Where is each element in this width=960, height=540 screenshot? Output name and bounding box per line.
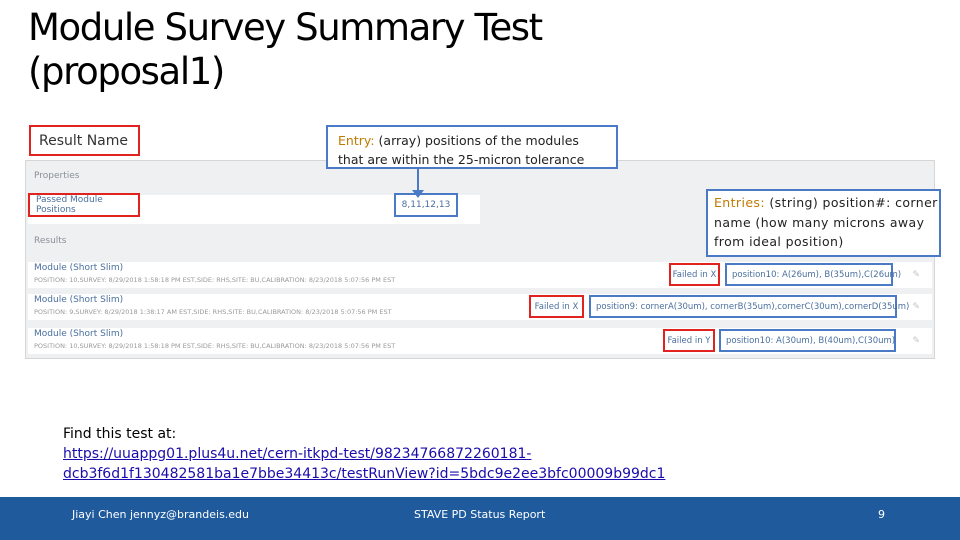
result-positions: position10: A(30um), B(40um),C(30um) [719,329,896,352]
property-row [28,195,480,224]
result-row[interactable] [28,328,932,354]
entries-keyword: Entries: [714,195,765,210]
entries-callout-line1 [714,193,939,213]
edit-pencil-icon[interactable]: ✎ [912,270,920,280]
result-row[interactable] [28,262,932,288]
entry-callout-line1 [338,131,616,150]
result-name-callout: Result Name [29,125,140,156]
edit-pencil-icon[interactable]: ✎ [912,302,920,312]
result-positions: position9: cornerA(30um), cornerB(35um),cornerC(30um),cornerD(35um) [589,295,897,318]
footer-bar [0,497,960,540]
result-meta: POSITION: 10,SURVEY: 8/29/2018 1:58:18 PM EST,SIDE: RHS,SITE: BU,CALIBRATION: 8/23/2018 5:07:56 PM EST [34,276,396,284]
result-status: Failed in Y [663,329,715,352]
passed-positions-label: Passed Module Positions [28,193,140,217]
test-link-line1[interactable]: https://uuappg01.plus4u.net/cern-itkpd-test/98234766872260181- [63,446,532,462]
entries-desc: (string) position#: corner [764,195,938,210]
slide-title [28,6,728,94]
result-positions: position10: A(26um), B(35um),C(26um) [725,263,893,286]
entry-callout [326,125,618,169]
result-meta: POSITION: 10,SURVEY: 8/29/2018 1:58:18 PM EST,SIDE: RHS,SITE: BU,CALIBRATION: 8/23/2018 5:07:56 PM EST [34,342,396,350]
entry-callout-line2: that are within the 25-micron tolerance [338,152,585,167]
passed-positions-value: 8,11,12,13 [394,193,458,217]
result-status: Failed in X [529,295,584,318]
entry-desc: (array) positions of the modules [374,133,579,148]
title-line-1: Module Survey Summary Test [28,6,542,49]
arrow-down-icon [412,190,424,198]
find-label: Find this test at: [63,426,177,442]
result-meta: POSITION: 9,SURVEY: 8/29/2018 1:38:17 AM EST,SIDE: RHS,SITE: BU,CALIBRATION: 8/23/2018 5:07:56 PM EST [34,308,392,316]
result-title[interactable]: Module (Short Slim) [34,295,124,305]
find-test-block [63,424,665,484]
entry-keyword: Entry: [338,133,375,148]
page-number: 9 [878,508,885,521]
footer-report-title: STAVE PD Status Report [414,508,546,521]
result-row[interactable] [28,294,932,320]
title-line-2: (proposal1) [28,50,224,93]
edit-pencil-icon[interactable]: ✎ [912,336,920,346]
result-status: Failed in X [669,263,720,286]
entries-callout [706,189,941,257]
footer-author: Jiayi Chen jennyz@brandeis.edu [72,508,250,521]
entries-callout-line3: from ideal position) [714,234,844,249]
results-label: Results [34,236,67,246]
result-title[interactable]: Module (Short Slim) [34,329,124,339]
entries-callout-line2: name (how many microns away [714,214,925,230]
result-title[interactable]: Module (Short Slim) [34,263,124,273]
test-link-line2[interactable]: dcb3f6d1f130482581ba1e7bbe34413c/testRunView?id=5bdc9e2ee3bfc00009b99dc1 [63,466,666,482]
test-link[interactable] [63,444,665,484]
properties-label: Properties [34,171,80,181]
